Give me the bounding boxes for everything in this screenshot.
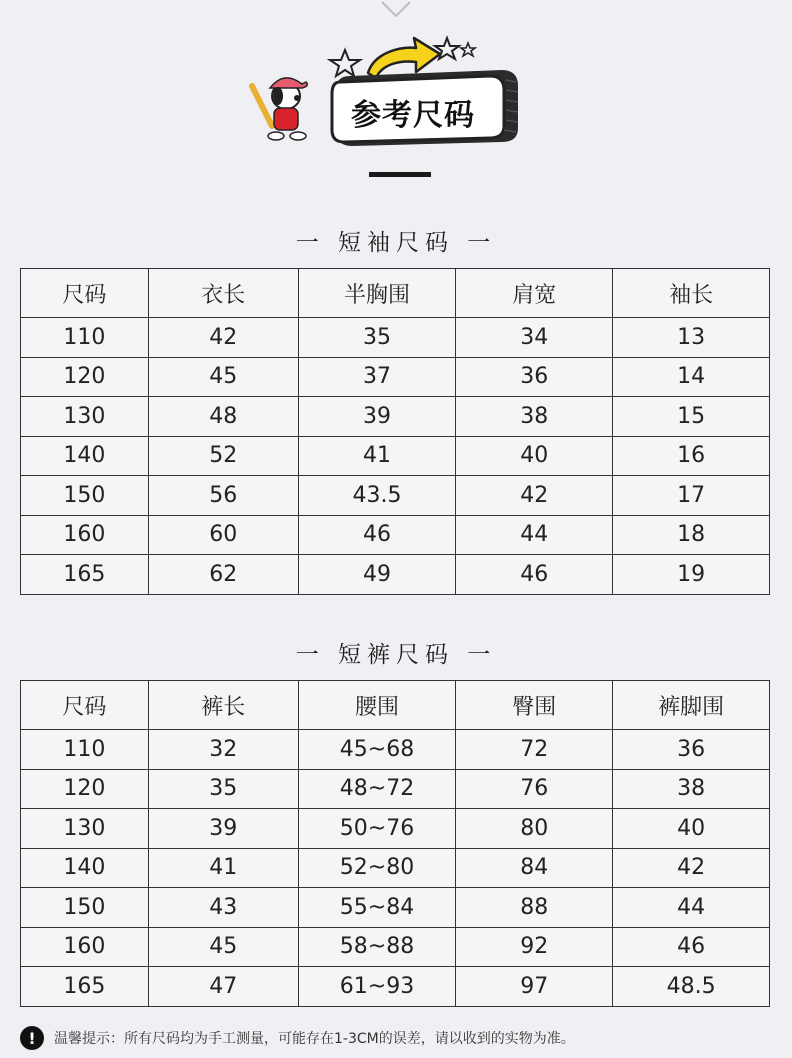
table-row xyxy=(21,318,770,358)
column-header: 腰围 xyxy=(298,681,456,730)
table-cell: 140 xyxy=(21,436,149,476)
table-cell: 46 xyxy=(613,927,770,967)
table-row xyxy=(21,809,770,849)
table-cell: 62 xyxy=(148,555,298,595)
table-cell: 46 xyxy=(298,515,456,555)
table-cell: 42 xyxy=(613,848,770,888)
page-title: 参考尺码 xyxy=(351,98,475,133)
notice-text: 温馨提示：所有尺码均为手工测量，可能存在1-3CM的误差，请以收到的实物为准。 xyxy=(54,1031,575,1047)
table-cell: 60 xyxy=(148,515,298,555)
table-cell: 56 xyxy=(148,476,298,516)
table-cell: 97 xyxy=(456,967,613,1007)
table-cell: 55~84 xyxy=(298,888,456,928)
table-cell: 44 xyxy=(613,888,770,928)
arrow-icon xyxy=(368,38,440,78)
mascot-icon xyxy=(252,78,307,140)
table-cell: 16 xyxy=(613,436,770,476)
table-cell: 130 xyxy=(21,397,149,437)
shorts-section-title: 一 短裤尺码 一 xyxy=(295,642,497,668)
table-cell: 45 xyxy=(148,927,298,967)
column-header: 裤脚围 xyxy=(613,681,770,730)
table-cell: 44 xyxy=(456,515,613,555)
table-cell: 130 xyxy=(21,809,149,849)
table-cell: 19 xyxy=(613,555,770,595)
table-cell: 39 xyxy=(298,397,456,437)
column-header: 衣长 xyxy=(148,269,298,318)
table-cell: 18 xyxy=(613,515,770,555)
table-header-row xyxy=(21,681,770,730)
table-cell: 17 xyxy=(613,476,770,516)
column-header: 臀围 xyxy=(456,681,613,730)
column-header: 裤长 xyxy=(148,681,298,730)
table-row xyxy=(21,769,770,809)
table-cell: 72 xyxy=(456,730,613,770)
column-header: 肩宽 xyxy=(456,269,613,318)
table-cell: 80 xyxy=(456,809,613,849)
table-cell: 42 xyxy=(148,318,298,358)
table-cell: 41 xyxy=(298,436,456,476)
tops-size-table xyxy=(20,268,770,595)
table-cell: 34 xyxy=(456,318,613,358)
table-row xyxy=(21,730,770,770)
table-cell: 47 xyxy=(148,967,298,1007)
table-cell: 48~72 xyxy=(298,769,456,809)
table-cell: 52~80 xyxy=(298,848,456,888)
table-cell: 13 xyxy=(613,318,770,358)
table-cell: 14 xyxy=(613,357,770,397)
table-cell: 35 xyxy=(148,769,298,809)
table-cell: 41 xyxy=(148,848,298,888)
table-row xyxy=(21,555,770,595)
table-cell: 140 xyxy=(21,848,149,888)
table-cell: 160 xyxy=(21,515,149,555)
table-cell: 39 xyxy=(148,809,298,849)
table-cell: 32 xyxy=(148,730,298,770)
table-cell: 49 xyxy=(298,555,456,595)
star-icon xyxy=(330,50,360,76)
table-cell: 150 xyxy=(21,888,149,928)
table-row xyxy=(21,436,770,476)
table-cell: 120 xyxy=(21,357,149,397)
exclamation-icon: ! xyxy=(20,1026,44,1050)
table-cell: 110 xyxy=(21,730,149,770)
table-cell: 46 xyxy=(456,555,613,595)
table-cell: 42 xyxy=(456,476,613,516)
table-cell: 150 xyxy=(21,476,149,516)
column-header: 尺码 xyxy=(21,269,149,318)
table-cell: 43.5 xyxy=(298,476,456,516)
table-cell: 76 xyxy=(456,769,613,809)
table-cell: 48.5 xyxy=(613,967,770,1007)
table-row xyxy=(21,476,770,516)
table-cell: 40 xyxy=(613,809,770,849)
table-cell: 48 xyxy=(148,397,298,437)
table-cell: 84 xyxy=(456,848,613,888)
table-cell: 45~68 xyxy=(298,730,456,770)
table-cell: 43 xyxy=(148,888,298,928)
tops-section-title: 一 短袖尺码 一 xyxy=(295,230,497,256)
table-row xyxy=(21,967,770,1007)
table-cell: 38 xyxy=(456,397,613,437)
column-header: 尺码 xyxy=(21,681,149,730)
table-cell: 165 xyxy=(21,555,149,595)
table-header-row xyxy=(21,269,770,318)
table-row xyxy=(21,888,770,928)
table-cell: 61~93 xyxy=(298,967,456,1007)
table-cell: 88 xyxy=(456,888,613,928)
shorts-size-table xyxy=(20,680,770,1007)
table-row xyxy=(21,357,770,397)
table-cell: 35 xyxy=(298,318,456,358)
top-notch-icon xyxy=(380,0,412,18)
table-cell: 36 xyxy=(456,357,613,397)
table-cell: 40 xyxy=(456,436,613,476)
divider-bar xyxy=(369,172,431,177)
table-cell: 38 xyxy=(613,769,770,809)
table-row xyxy=(21,515,770,555)
table-cell: 37 xyxy=(298,357,456,397)
table-cell: 165 xyxy=(21,967,149,1007)
table-row xyxy=(21,397,770,437)
column-header: 半胸围 xyxy=(298,269,456,318)
table-cell: 160 xyxy=(21,927,149,967)
table-cell: 45 xyxy=(148,357,298,397)
star-icon xyxy=(461,43,475,56)
column-header: 袖长 xyxy=(613,269,770,318)
table-cell: 50~76 xyxy=(298,809,456,849)
table-cell: 120 xyxy=(21,769,149,809)
table-cell: 58~88 xyxy=(298,927,456,967)
table-cell: 52 xyxy=(148,436,298,476)
table-row xyxy=(21,927,770,967)
table-cell: 36 xyxy=(613,730,770,770)
notice-bar xyxy=(20,1024,780,1052)
table-row xyxy=(21,848,770,888)
table-cell: 92 xyxy=(456,927,613,967)
table-cell: 15 xyxy=(613,397,770,437)
table-cell: 110 xyxy=(21,318,149,358)
